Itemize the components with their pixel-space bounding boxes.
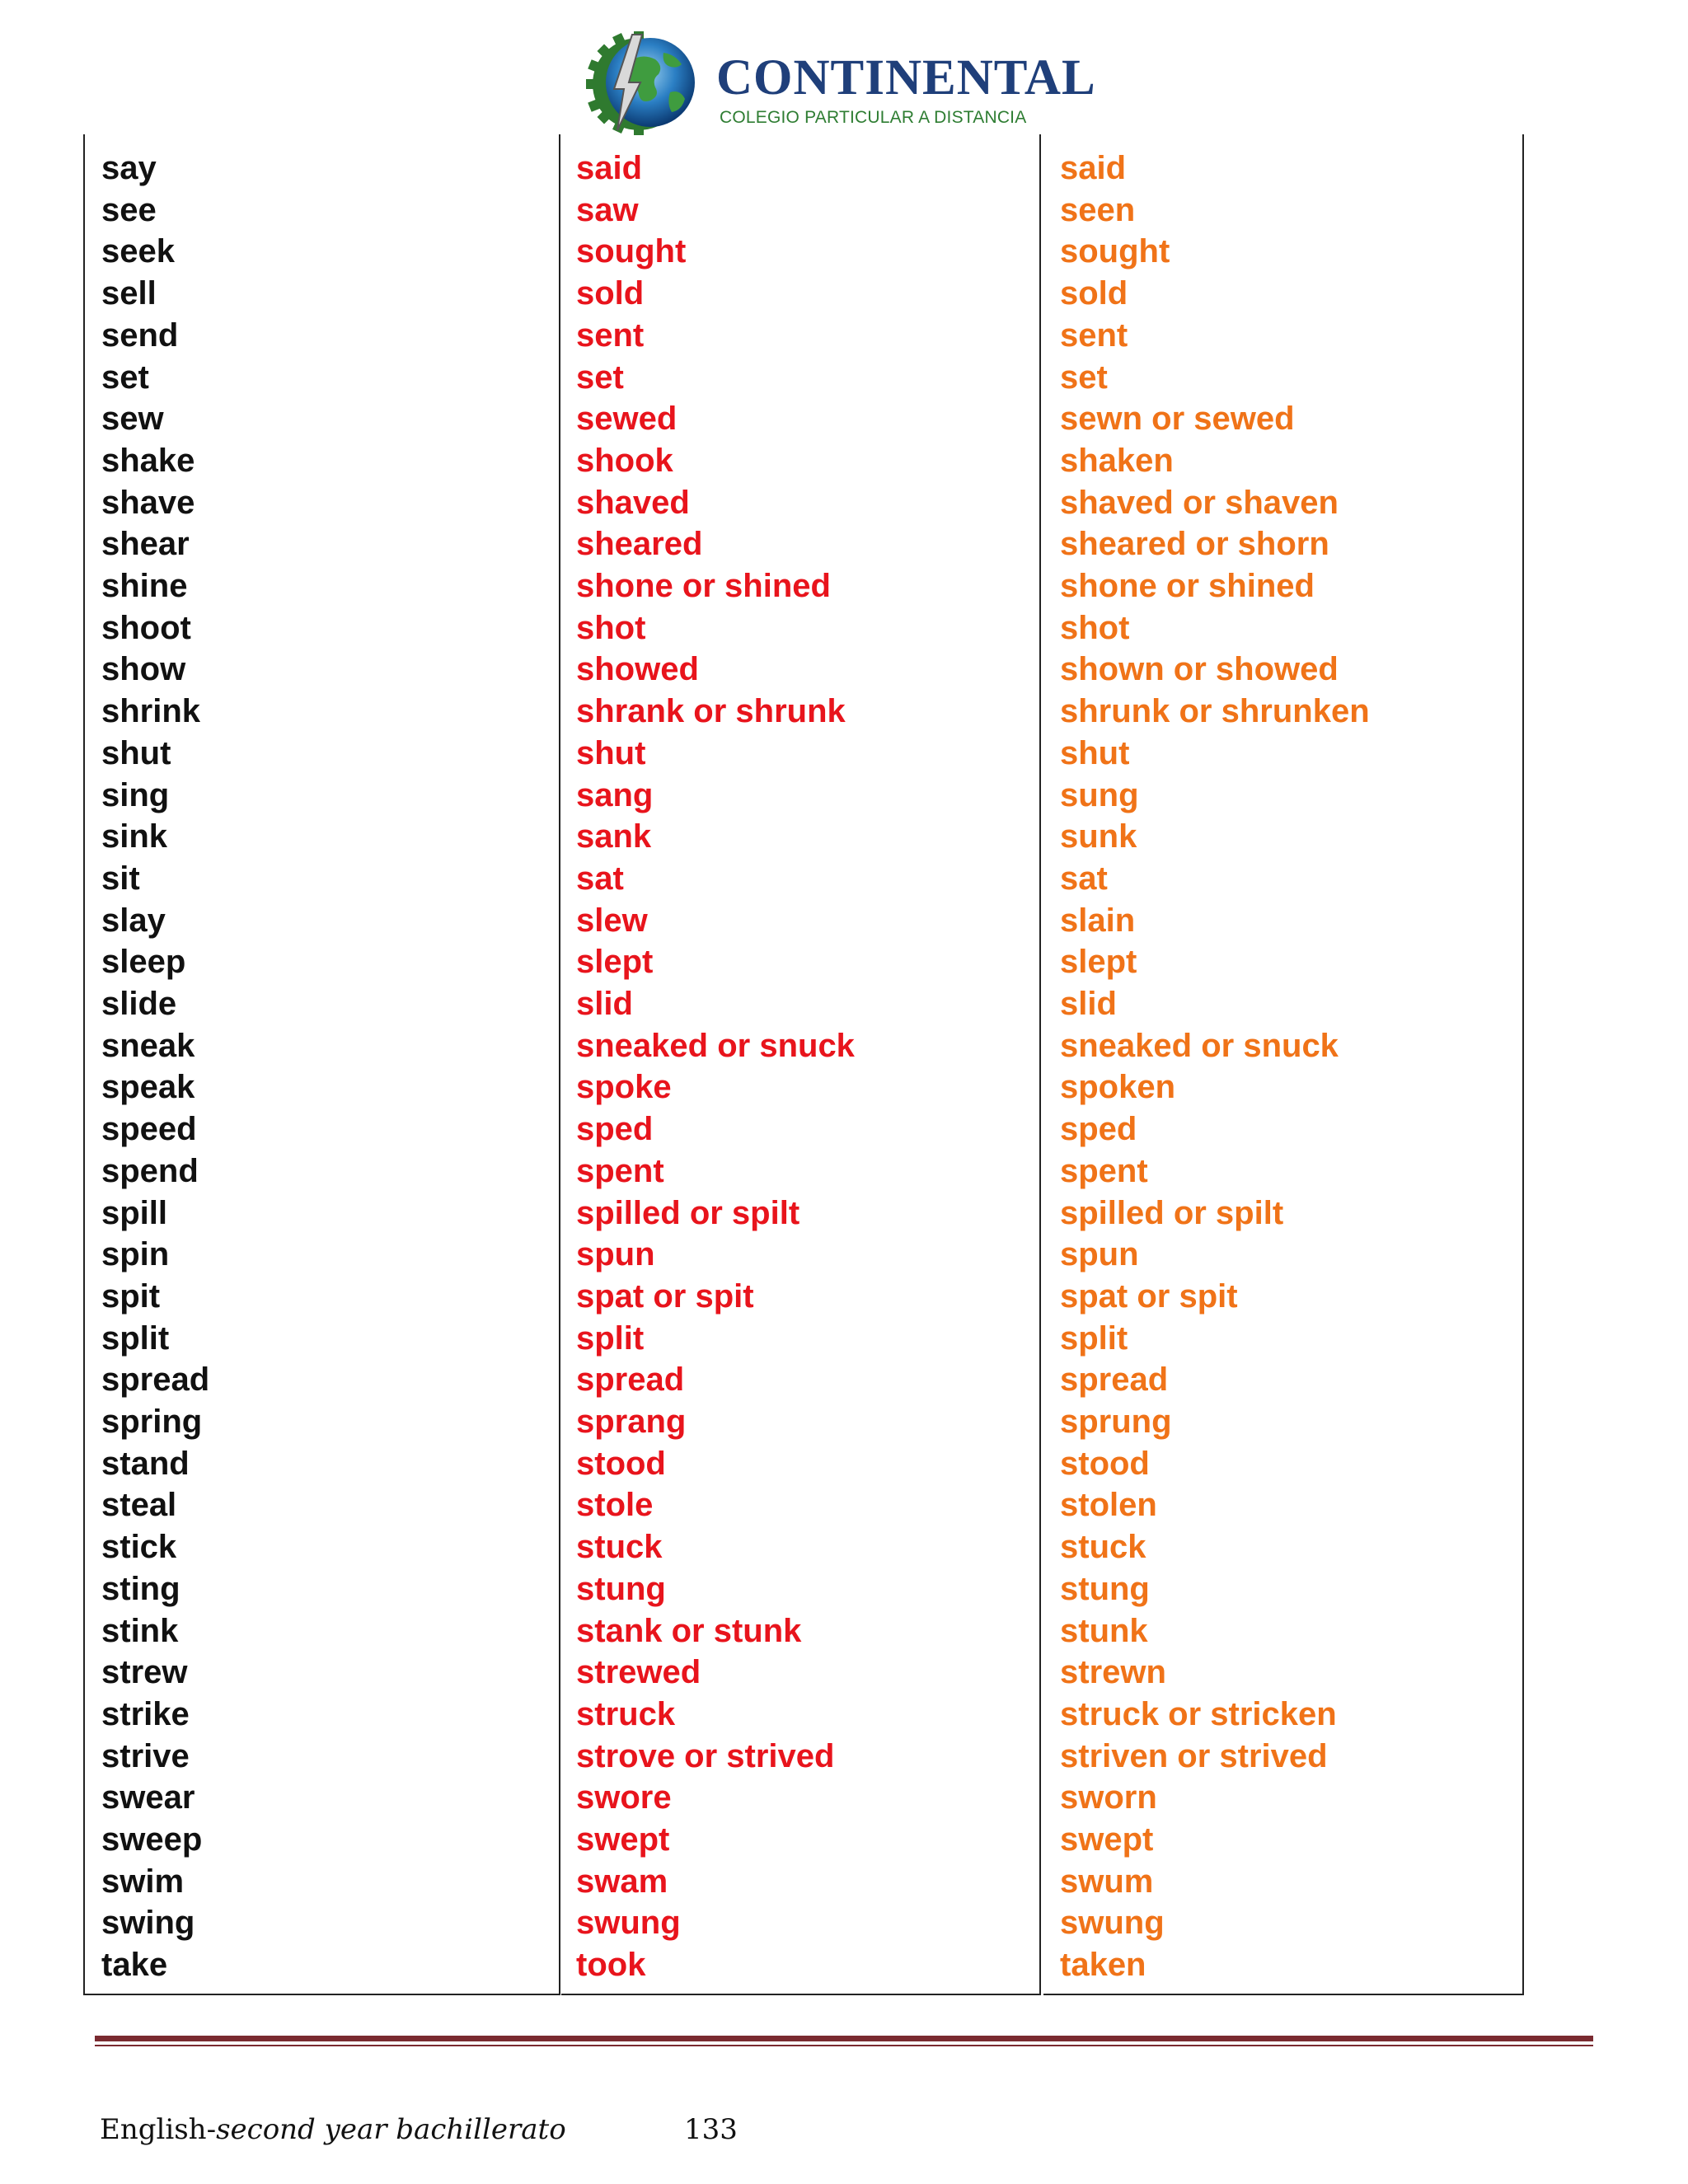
past-simple-cell: saw: [576, 191, 639, 228]
past-participle-cell: taken: [1060, 1947, 1146, 1984]
past-simple-cell: slid: [576, 986, 633, 1022]
base-form-cell: spin: [101, 1236, 170, 1273]
past-simple-cell: swore: [576, 1779, 672, 1816]
past-participle-cell: said: [1060, 150, 1127, 186]
past-participle-cell: sheared or shorn: [1060, 526, 1329, 563]
past-participle-cell: sewn or sewed: [1060, 401, 1295, 438]
base-form-cell: stand: [101, 1445, 190, 1482]
base-form-cell: sink: [101, 818, 168, 855]
past-simple-cell: stank or stunk: [576, 1612, 802, 1649]
past-simple-column: [561, 134, 1041, 1995]
past-participle-cell: sat: [1060, 860, 1108, 897]
footer-subject: English-: [100, 2113, 217, 2146]
logo-title: CONTINENTAL: [716, 50, 1096, 105]
past-simple-cell: shrank or shrunk: [576, 693, 846, 730]
logo-subtitle: COLEGIO PARTICULAR A DISTANCIA: [720, 108, 1027, 127]
page-number: 133: [684, 2113, 738, 2146]
past-simple-cell: strewed: [576, 1654, 701, 1691]
past-simple-cell: swept: [576, 1821, 670, 1858]
base-form-cell: show: [101, 651, 186, 688]
past-participle-cell: stuck: [1060, 1529, 1146, 1566]
base-form-cell: strike: [101, 1695, 190, 1732]
past-simple-cell: spent: [576, 1152, 664, 1189]
past-participle-cell: strewn: [1060, 1654, 1166, 1691]
base-form-cell: speak: [101, 1069, 195, 1106]
past-simple-cell: shot: [576, 609, 646, 646]
past-simple-cell: slept: [576, 944, 654, 981]
past-simple-cell: showed: [576, 651, 699, 688]
past-simple-cell: stole: [576, 1487, 654, 1524]
base-form-cell: send: [101, 316, 179, 354]
past-participle-cell: spoken: [1060, 1069, 1176, 1106]
past-participle-cell: shrunk or shrunken: [1060, 693, 1370, 730]
base-form-cell: shave: [101, 484, 195, 521]
base-form-cell: steal: [101, 1487, 177, 1524]
past-participle-cell: sold: [1060, 275, 1128, 312]
past-simple-cell: said: [576, 150, 643, 186]
base-form-cell: stink: [101, 1612, 179, 1649]
past-simple-cell: stuck: [576, 1529, 663, 1566]
base-form-cell: spread: [101, 1361, 210, 1399]
past-simple-cell: took: [576, 1947, 646, 1984]
past-simple-cell: struck: [576, 1695, 676, 1732]
base-form-cell: shrink: [101, 693, 201, 730]
past-simple-cell: sewed: [576, 401, 678, 438]
base-form-cell: say: [101, 150, 157, 186]
past-simple-cell: spat or spit: [576, 1277, 754, 1315]
past-simple-cell: set: [576, 359, 624, 396]
past-participle-cell: sneaked or snuck: [1060, 1027, 1339, 1064]
base-form-cell: shut: [101, 734, 171, 771]
base-form-cell: set: [101, 359, 149, 396]
globe-gear-icon: [581, 28, 713, 135]
past-simple-cell: swam: [576, 1863, 668, 1900]
past-participle-cell: sung: [1060, 776, 1139, 813]
base-form-cell: speed: [101, 1111, 197, 1148]
footer-course: second year bachillerato: [216, 2113, 566, 2146]
past-simple-cell: spread: [576, 1361, 685, 1399]
past-participle-cell: stunk: [1060, 1612, 1148, 1649]
footer-course-label: [100, 2113, 566, 2146]
past-simple-cell: sank: [576, 818, 652, 855]
past-simple-cell: spun: [576, 1236, 655, 1273]
base-form-cell: spring: [101, 1404, 203, 1440]
past-participle-cell: stung: [1060, 1570, 1150, 1607]
past-participle-cell: slain: [1060, 902, 1136, 939]
past-participle-cell: shown or showed: [1060, 651, 1339, 688]
past-participle-cell: stolen: [1060, 1487, 1157, 1524]
base-form-column: [83, 134, 560, 1995]
past-simple-cell: shook: [576, 442, 673, 479]
past-simple-cell: spoke: [576, 1069, 672, 1106]
past-simple-cell: sold: [576, 275, 645, 312]
past-participle-cell: shot: [1060, 609, 1130, 646]
past-simple-cell: spilled or spilt: [576, 1194, 800, 1231]
past-simple-cell: split: [576, 1319, 645, 1357]
base-form-cell: sit: [101, 860, 140, 897]
base-form-cell: strew: [101, 1654, 188, 1691]
base-form-cell: take: [101, 1947, 168, 1984]
past-participle-cell: shut: [1060, 734, 1130, 771]
base-form-cell: split: [101, 1319, 170, 1357]
base-form-cell: swear: [101, 1779, 195, 1816]
past-participle-cell: swung: [1060, 1905, 1165, 1942]
past-simple-cell: shut: [576, 734, 646, 771]
past-simple-cell: sang: [576, 776, 654, 813]
base-form-cell: strive: [101, 1737, 190, 1774]
base-form-cell: sting: [101, 1570, 181, 1607]
past-simple-cell: stung: [576, 1570, 666, 1607]
base-form-cell: spend: [101, 1152, 199, 1189]
past-participle-cell: spread: [1060, 1361, 1169, 1399]
past-participle-column: [1043, 134, 1524, 1995]
past-participle-cell: swum: [1060, 1863, 1154, 1900]
past-participle-cell: spun: [1060, 1236, 1139, 1273]
base-form-cell: sweep: [101, 1821, 203, 1858]
past-participle-cell: spat or spit: [1060, 1277, 1238, 1315]
past-participle-cell: slid: [1060, 986, 1117, 1022]
past-simple-cell: shaved: [576, 484, 690, 521]
past-participle-cell: sent: [1060, 316, 1128, 354]
past-simple-cell: slew: [576, 902, 648, 939]
past-participle-cell: spilled or spilt: [1060, 1194, 1284, 1231]
past-participle-cell: spent: [1060, 1152, 1148, 1189]
past-simple-cell: sped: [576, 1111, 654, 1148]
base-form-cell: shoot: [101, 609, 191, 646]
past-simple-cell: sat: [576, 860, 624, 897]
past-participle-cell: sought: [1060, 233, 1170, 270]
irregular-verbs-table: [83, 134, 1524, 1995]
past-simple-cell: shone or shined: [576, 568, 831, 604]
past-participle-cell: striven or strived: [1060, 1737, 1328, 1774]
footer-divider-thin: [95, 2045, 1593, 2046]
base-form-cell: slay: [101, 902, 166, 939]
past-participle-cell: sped: [1060, 1111, 1137, 1148]
base-form-cell: sing: [101, 776, 170, 813]
base-form-cell: sell: [101, 275, 157, 312]
past-participle-cell: set: [1060, 359, 1108, 396]
base-form-cell: sleep: [101, 944, 186, 981]
past-simple-cell: sent: [576, 316, 645, 354]
past-participle-cell: struck or stricken: [1060, 1695, 1337, 1732]
base-form-cell: sneak: [101, 1027, 195, 1064]
past-participle-cell: sunk: [1060, 818, 1137, 855]
school-logo: [581, 28, 1096, 135]
base-form-cell: shear: [101, 526, 190, 563]
past-participle-cell: split: [1060, 1319, 1128, 1357]
past-simple-cell: stood: [576, 1445, 666, 1482]
past-simple-cell: swung: [576, 1905, 681, 1942]
base-form-cell: see: [101, 191, 157, 228]
past-simple-cell: strove or strived: [576, 1737, 835, 1774]
past-participle-cell: sworn: [1060, 1779, 1157, 1816]
base-form-cell: sew: [101, 401, 164, 438]
past-simple-cell: sprang: [576, 1404, 687, 1440]
base-form-cell: shake: [101, 442, 195, 479]
base-form-cell: seek: [101, 233, 175, 270]
base-form-cell: spit: [101, 1277, 161, 1315]
base-form-cell: shine: [101, 568, 188, 604]
past-participle-cell: swept: [1060, 1821, 1154, 1858]
past-participle-cell: shone or shined: [1060, 568, 1315, 604]
past-participle-cell: shaken: [1060, 442, 1174, 479]
past-participle-cell: stood: [1060, 1445, 1150, 1482]
past-simple-cell: sheared: [576, 526, 703, 563]
past-participle-cell: slept: [1060, 944, 1137, 981]
past-participle-cell: seen: [1060, 191, 1136, 228]
past-simple-cell: sneaked or snuck: [576, 1027, 855, 1064]
base-form-cell: swing: [101, 1905, 195, 1942]
footer-divider: [95, 2036, 1593, 2041]
base-form-cell: stick: [101, 1529, 177, 1566]
past-participle-cell: shaved or shaven: [1060, 484, 1339, 521]
base-form-cell: swim: [101, 1863, 185, 1900]
past-simple-cell: sought: [576, 233, 687, 270]
base-form-cell: slide: [101, 986, 177, 1022]
past-participle-cell: sprung: [1060, 1404, 1172, 1440]
base-form-cell: spill: [101, 1194, 168, 1231]
